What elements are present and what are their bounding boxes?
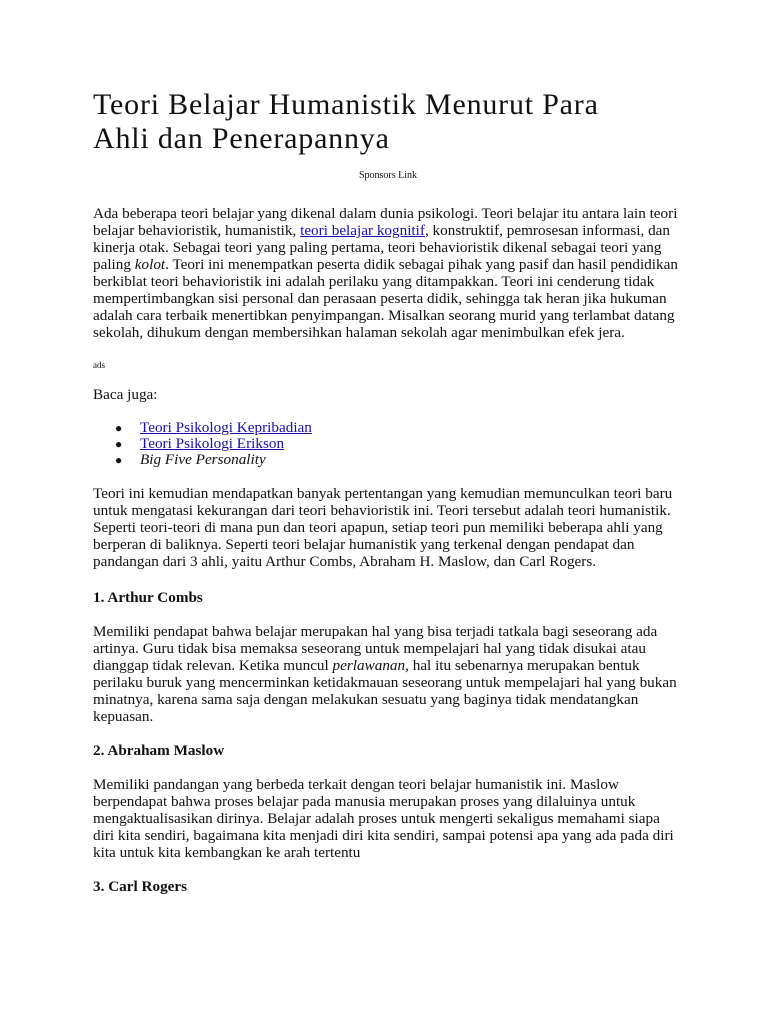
bullet-icon: ● [115,437,123,451]
sponsors-label: Sponsors Link [358,170,418,181]
intro-italic: kolot [134,256,166,273]
bullet-icon: ● [115,421,123,435]
paragraph-2: Teori ini kemudian mendapatkan banyak pertentangan yang kemudian memunculkan teori baru untuk mengatasi kekurangan dari teori behavioristik ini. Teori tersebut adalah teori humanistik. Seperti teori-teori di mana pun dan teori apapun, setiap teori pun memiliki beberapa ahli yang berperan di baliknya. Seperti teori belajar humanistik yang terkenal dengan pendapat dan pandangan dari 3 ahli, yaitu Arthur Combs, Abraham H. Maslow, dan Carl Rogers. [93,485,673,570]
heading-carl-rogers: 3. Carl Rogers [93,878,188,895]
list-item [93,420,683,436]
list-item [93,436,683,452]
arthur-italic: perlawanan [332,657,406,674]
ads-label: ads [93,360,105,370]
big-five-personality-text: Big Five Personality [140,451,266,468]
arthur-text-2: , hal itu sebenarnya merupakan bentuk perilaku buruk yang mencerminkan ketidakmauan seseorang untuk mempelajari hal yang bukan minatnya, karena sama saja dengan melakukan sesuatu yang baginya tidak mendatangkan kepuasan. [93,657,677,725]
intro-text-1: Ada beberapa teori belajar yang dikenal dalam dunia psikologi. Teori belajar itu antara lain teori belajar behavioristik, humanistik, [93,205,678,239]
link-teori-psikologi-erikson[interactable]: Teori Psikologi Erikson [140,435,285,452]
link-teori-psikologi-kepribadian[interactable]: Teori Psikologi Kepribadian [140,419,312,436]
paragraph-abraham-maslow: Memiliki pandangan yang berbeda terkait dengan teori belajar humanistik ini. Maslow berpendapat bahwa proses belajar pada manusia merupakan proses yang dilaluinya untuk mengaktualisasikan dirinya. Belajar adalah proses untuk mengerti sekaligus memahami siapa diri kita sendiri, bagaimana kita menjadi diri kita sendiri, sampai potensi apa yang ada pada diri kita untuk kita kembangkan ke arah tertentu [93,776,674,861]
intro-text-3: . Teori ini menempatkan peserta didik sebagai pihak yang pasif dan hasil pendidikan berkiblat teori behavioristik ini adalah perilaku yang ditampakkan. Teori ini cenderung tidak mempertimbangkan sisi personal dan perasaan peserta didik, sehingga tak heran jika hukuman adalah cara terbaik menertibkan penyimpangan. Misalkan seorang murid yang terlambat datang sekolah, dihukum dengan membersihkan halaman sekolah agar menimbulkan efek jera. [93,256,678,341]
article [93,88,683,895]
intro-text-2: , konstruktif, pemrosesan informasi, dan kinerja otak. Sebagai teori yang paling pertama, teori behavioristik dikenal sebagai teori yang paling [93,222,670,273]
baca-juga-label: Baca juga: [93,386,158,403]
title-line-1: Teori Belajar Humanistik Menurut Para [93,88,599,121]
related-list [93,420,683,468]
bullet-icon: ● [115,453,123,467]
heading-abraham-maslow: 2. Abraham Maslow [93,742,225,759]
heading-arthur-combs: 1. Arthur Combs [93,589,203,606]
list-item [93,452,683,468]
intro-paragraph [93,205,683,341]
title-line-2: Ahli dan Penerapannya [93,122,390,155]
article-title [93,88,683,156]
paragraph-arthur-combs [93,623,683,725]
arthur-text-1: Memiliki pendapat bahwa belajar merupakan hal yang bisa terjadi tatkala bagi seseorang ada artinya. Guru tidak bisa memaksa seseorang untuk mempelajari hal yang tidak disukai atau dianggap tidak relevan. Ketika muncul [93,623,658,674]
link-teori-belajar-kognitif[interactable]: teori belajar kognitif [300,222,425,239]
